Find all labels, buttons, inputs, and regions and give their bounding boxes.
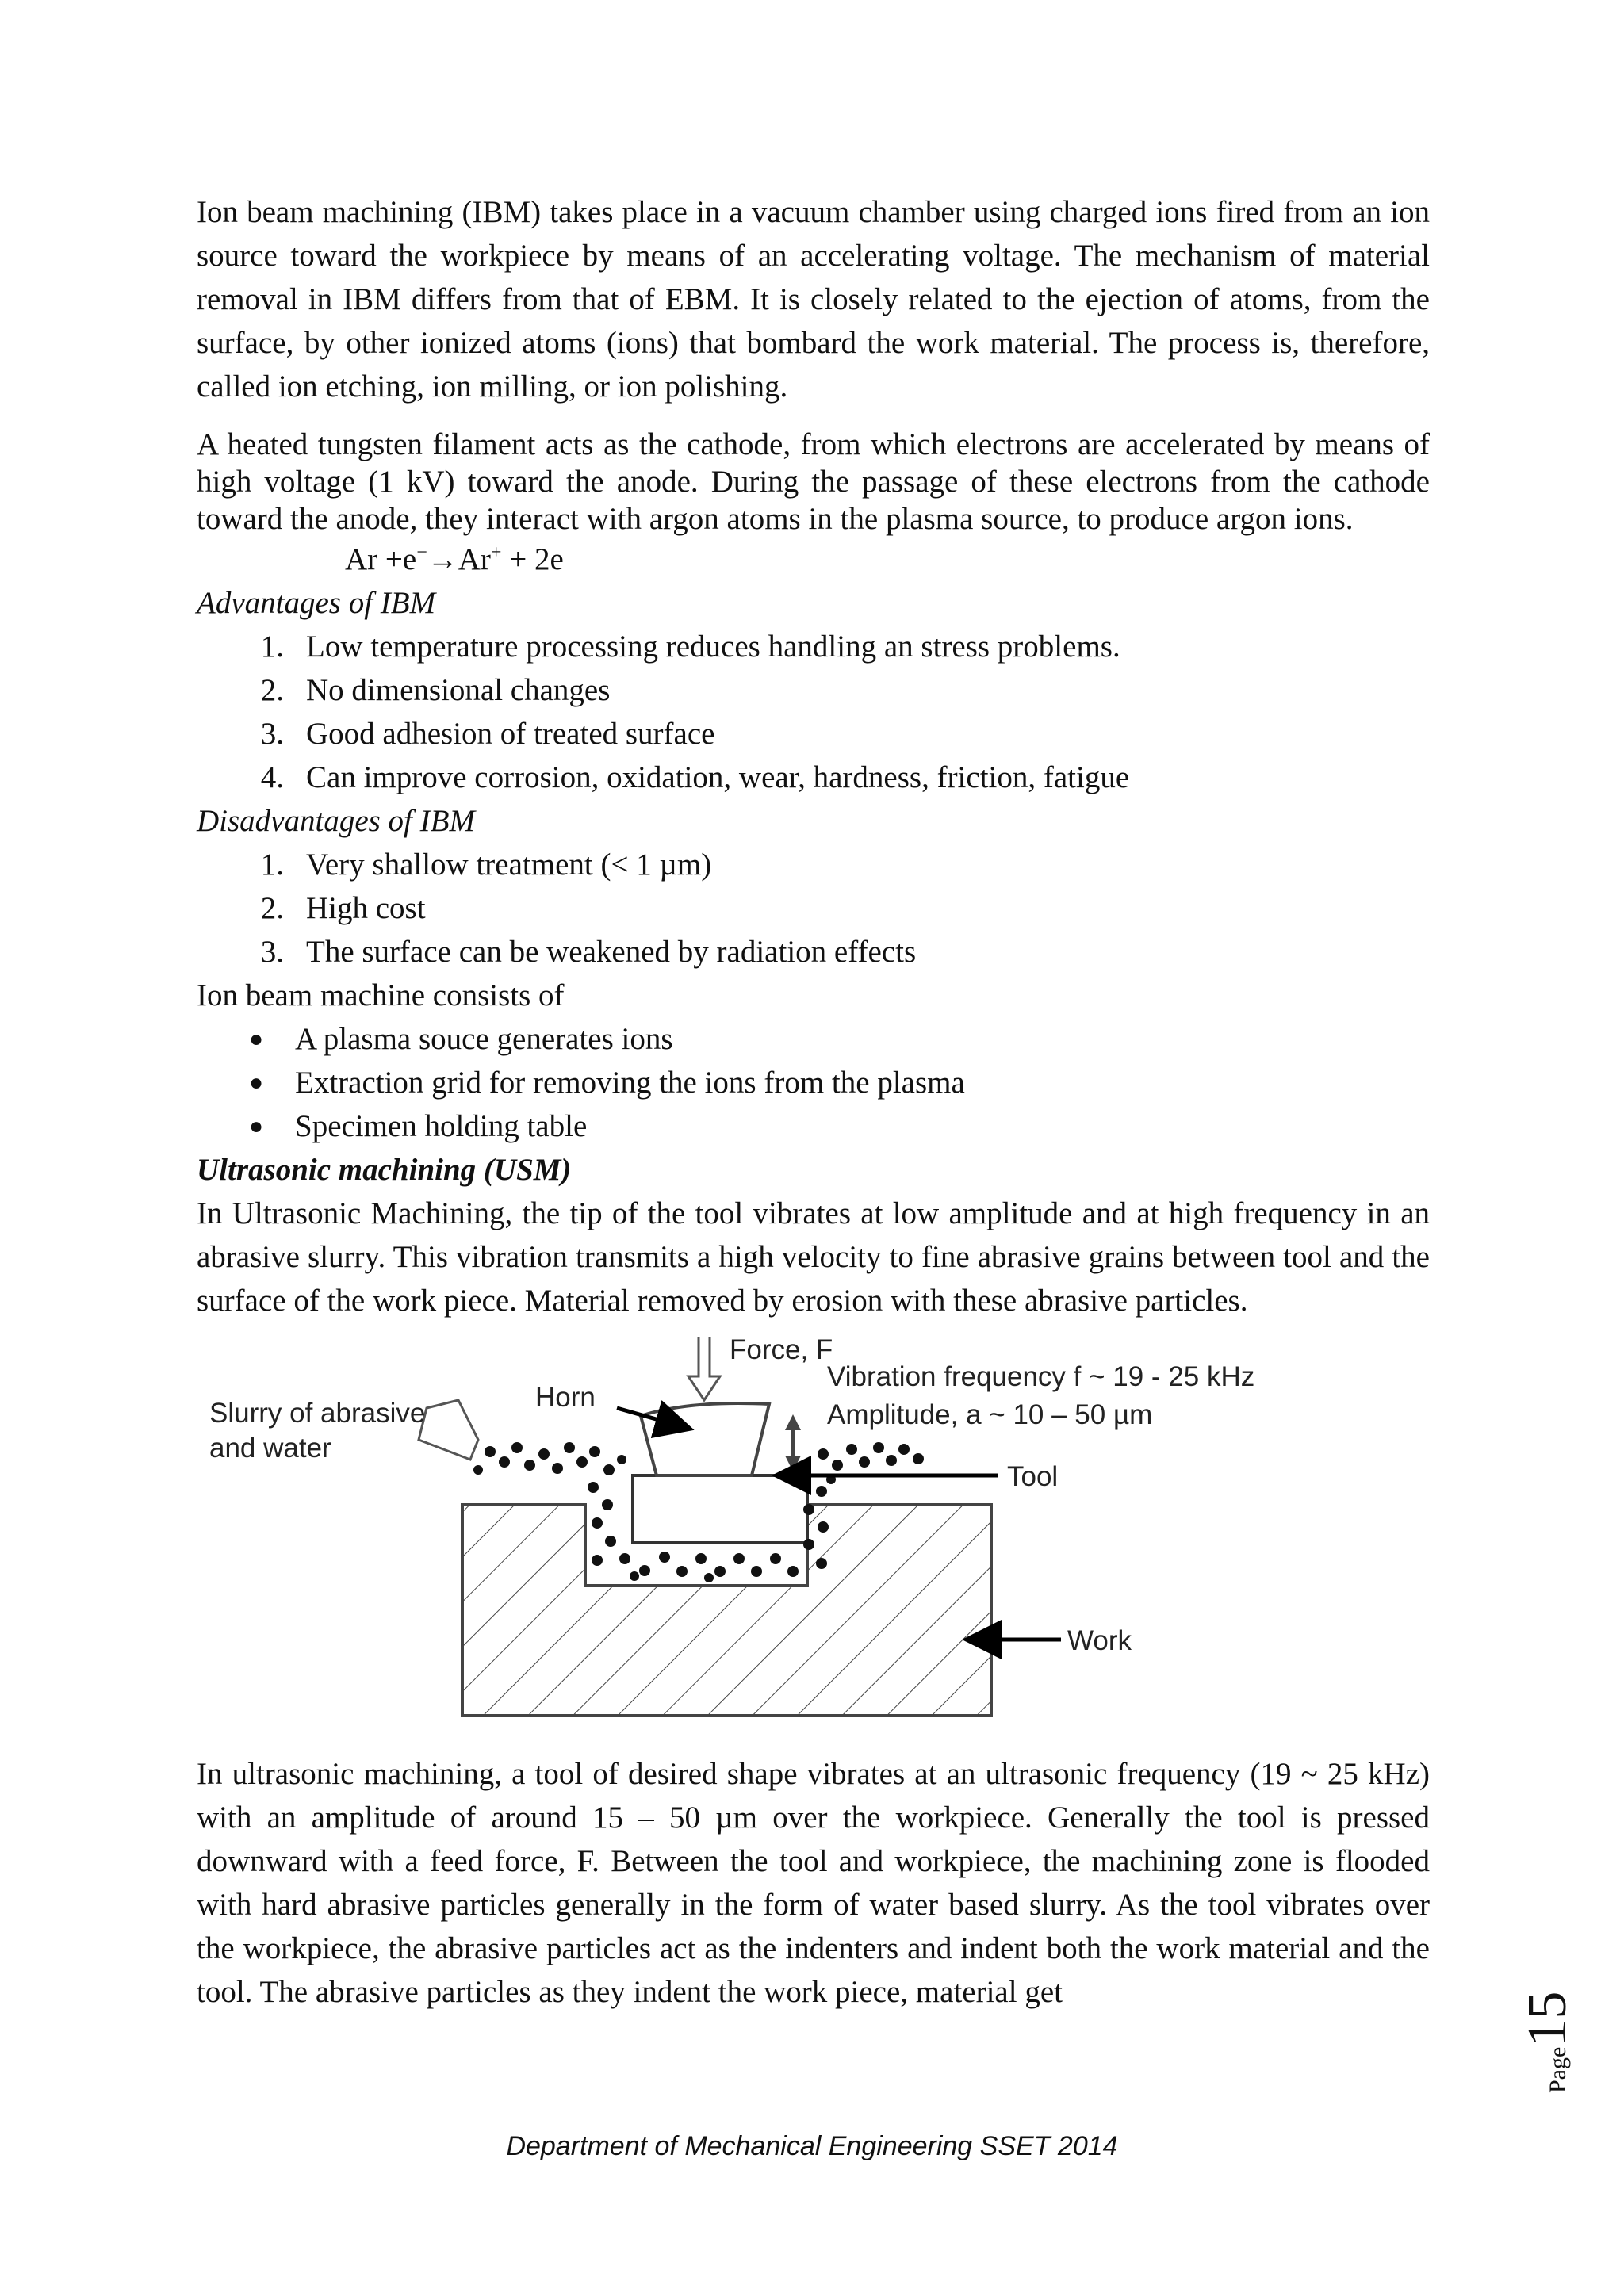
list-item: ● A plasma souce generates ions <box>197 1017 1430 1061</box>
machine-intro: Ion beam machine consists of <box>197 978 565 1012</box>
page-label: Page <box>1545 2046 1571 2093</box>
paragraph-ibm-cathode: A heated tungsten filament acts as the cathode, from which electrons are accelerated by means of high voltage (1 kV) toward the anode. During the passage of these electrons from the cathode toward the anode, they interact with argon atoms in the plasma source, to produce argon ions. <box>197 427 1430 536</box>
slurry-label-line1: Slurry of abrasive <box>209 1398 426 1429</box>
list-item: 2. No dimensional changes <box>260 673 611 707</box>
bullet-icon: ● <box>249 1070 264 1096</box>
paragraph-ibm-intro: Ion beam machining (IBM) takes place in a vacuum chamber using charged ions fired from an ion source toward the workpiece by means of an accelerating voltage. The mechanism of material removal in IBM differs from that of EBM. It is closely related to the ejection of atoms, from the surface, by other ionized atoms (ions) that bombard the work material. The process is, therefore, called ion etching, ion milling, or ion polishing. <box>197 195 1430 404</box>
amplitude-label: Amplitude, a ~ 10 – 50 µm <box>827 1399 1153 1430</box>
slurry-nozzle <box>419 1400 478 1460</box>
usm-heading: Ultrasonic machining (USM) <box>197 1153 572 1187</box>
list-item: 1. Low temperature processing reduces handling an stress problems. <box>260 629 1120 664</box>
force-label: Force, F <box>730 1334 833 1365</box>
page-footer: Department of Mechanical Engineering SSET 2014 <box>506 2131 1118 2161</box>
list-item: 2. High cost <box>260 891 426 925</box>
advantages-list <box>197 625 1430 799</box>
slurry-label-line2: and water <box>209 1433 331 1464</box>
vibration-label: Vibration frequency f ~ 19 - 25 kHz <box>827 1361 1255 1392</box>
disadvantages-heading: Disadvantages of IBM <box>197 804 475 838</box>
list-item: 4. Can improve corrosion, oxidation, wear, hardness, friction, fatigue <box>260 760 1130 794</box>
list-item: 3. The surface can be weakened by radiation effects <box>260 935 917 969</box>
paragraph-usm-intro: In Ultrasonic Machining, the tip of the tool vibrates at low amplitude and at high frequency in an abrasive slurry. This vibration transmits a high velocity to fine abrasive grains between tool and the surface of the work piece. Material removed by erosion with these abrasive particles. <box>197 1196 1430 1318</box>
tool-label: Tool <box>1007 1461 1059 1492</box>
force-arrow-icon <box>688 1337 720 1400</box>
list-item: 1. Very shallow treatment (< 1 µm) <box>260 848 712 882</box>
usm-diagram <box>197 1329 1430 1741</box>
page-content <box>197 190 1430 2014</box>
page-number <box>1516 1958 1624 2109</box>
tool-block <box>633 1475 807 1543</box>
disadvantages-list <box>197 843 1430 974</box>
bullet-icon: ● <box>249 1113 264 1139</box>
argon-equation: Ar +e−→Ar+ + 2e <box>345 542 564 576</box>
paragraph-usm-process: In ultrasonic machining, a tool of desired shape vibrates at an ultrasonic frequency (19 ~ 25 kHz) with an amplitude of around 15 – 50 µm over the workpiece. Generally the tool is pressed downward with a feed force, F. Between the tool and workpiece, the machining zone is flooded with hard abrasive particles generally in the form of water based slurry. As the tool vibrates over the workpiece, the abrasive particles act as the indenters and indent both the work material and the tool. The abrasive particles as they indent the work piece, material get <box>197 1757 1430 2009</box>
list-item: ● Extraction grid for removing the ions from the plasma <box>197 1061 1430 1104</box>
list-item: 3. Good adhesion of treated surface <box>260 717 715 751</box>
bullet-icon: ● <box>249 1026 264 1052</box>
page-number-value: 15 <box>1517 1991 1578 2047</box>
list-item: ● Specimen holding table <box>197 1104 1430 1148</box>
horn-label: Horn <box>535 1382 596 1413</box>
horn <box>641 1403 769 1475</box>
work-label: Work <box>1067 1625 1132 1656</box>
advantages-heading: Advantages of IBM <box>197 586 436 620</box>
machine-components-list <box>197 1017 1430 1148</box>
